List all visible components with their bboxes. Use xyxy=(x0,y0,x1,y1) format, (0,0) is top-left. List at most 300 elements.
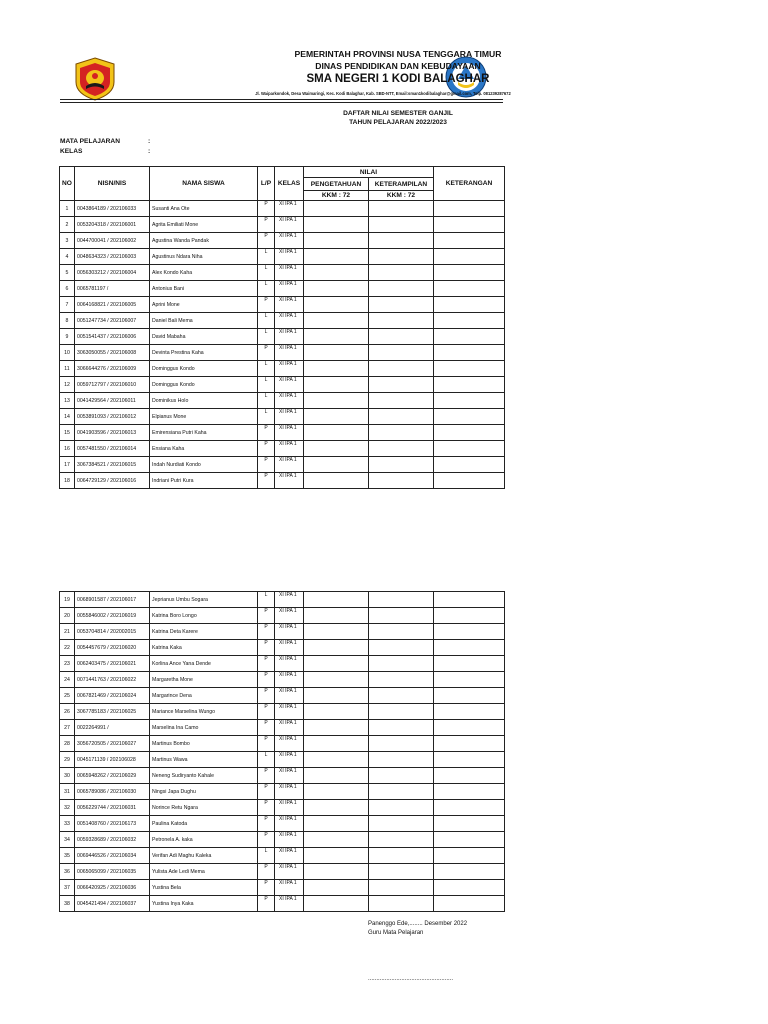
row-pengetahuan[interactable] xyxy=(304,361,369,377)
row-keterangan[interactable] xyxy=(434,800,505,816)
table-row xyxy=(60,361,505,377)
row-keterampilan[interactable] xyxy=(369,217,434,233)
row-nama: Dominggus Kondo xyxy=(150,377,258,393)
row-nisn: 0043864189 / 202106033 xyxy=(75,201,150,217)
row-keterangan[interactable] xyxy=(434,265,505,281)
row-lp: P xyxy=(258,736,275,752)
row-kelas: XI IPA 1 xyxy=(275,752,304,768)
row-pengetahuan[interactable] xyxy=(304,441,369,457)
row-nama: Agustina Wanda Pandak xyxy=(150,233,258,249)
row-pengetahuan[interactable] xyxy=(304,377,369,393)
row-keterangan[interactable] xyxy=(434,313,505,329)
row-lp: P xyxy=(258,720,275,736)
row-nama: Yustina Inya Kaka xyxy=(150,896,258,912)
row-keterangan[interactable] xyxy=(434,880,505,896)
row-no: 11 xyxy=(60,361,75,377)
row-nisn: 3066644276 / 202106009 xyxy=(75,361,150,377)
row-lp: P xyxy=(258,672,275,688)
row-nama: David Mabaha xyxy=(150,329,258,345)
row-keterangan[interactable] xyxy=(434,864,505,880)
row-keterampilan[interactable] xyxy=(369,784,434,800)
row-pengetahuan[interactable] xyxy=(304,672,369,688)
row-pengetahuan[interactable] xyxy=(304,608,369,624)
row-keterangan[interactable] xyxy=(434,281,505,297)
table-row xyxy=(60,800,505,816)
row-keterampilan[interactable] xyxy=(369,624,434,640)
row-keterampilan[interactable] xyxy=(369,608,434,624)
row-kelas: XI IPA 1 xyxy=(275,457,304,473)
row-nama: Margarince Dena xyxy=(150,688,258,704)
class-label: KELAS xyxy=(60,148,83,155)
row-keterampilan[interactable] xyxy=(369,592,434,608)
row-pengetahuan[interactable] xyxy=(304,896,369,912)
row-no: 8 xyxy=(60,313,75,329)
table-row xyxy=(60,880,505,896)
table-row xyxy=(60,425,505,441)
row-nama: Jeprianus Umbu Sogara xyxy=(150,592,258,608)
row-pengetahuan[interactable] xyxy=(304,880,369,896)
row-keterampilan[interactable] xyxy=(369,816,434,832)
table-row xyxy=(60,297,505,313)
row-no: 10 xyxy=(60,345,75,361)
table-row xyxy=(60,441,505,457)
row-kelas: XI IPA 1 xyxy=(275,640,304,656)
row-lp: P xyxy=(258,608,275,624)
row-no: 16 xyxy=(60,441,75,457)
row-kelas: XI IPA 1 xyxy=(275,720,304,736)
row-no: 20 xyxy=(60,608,75,624)
table-row xyxy=(60,249,505,265)
subject-label: MATA PELAJARAN xyxy=(60,138,120,145)
row-nama: Agrita Emiliati Mone xyxy=(150,217,258,233)
row-pengetahuan[interactable] xyxy=(304,592,369,608)
row-no: 38 xyxy=(60,896,75,912)
class-colon: : xyxy=(148,148,151,155)
table-row xyxy=(60,608,505,624)
row-keterampilan[interactable] xyxy=(369,800,434,816)
row-keterampilan[interactable] xyxy=(369,201,434,217)
row-no: 37 xyxy=(60,880,75,896)
row-nama: Neneng Sudiryanto Kahale xyxy=(150,768,258,784)
row-kelas: XI IPA 1 xyxy=(275,441,304,457)
table-row xyxy=(60,313,505,329)
row-no: 32 xyxy=(60,800,75,816)
row-lp: L xyxy=(258,361,275,377)
row-kelas: XI IPA 1 xyxy=(275,672,304,688)
row-keterangan[interactable] xyxy=(434,608,505,624)
row-nisn: 3056720505 / 202106027 xyxy=(75,736,150,752)
row-keterampilan[interactable] xyxy=(369,233,434,249)
row-pengetahuan[interactable] xyxy=(304,832,369,848)
row-keterampilan[interactable] xyxy=(369,297,434,313)
row-keterangan[interactable] xyxy=(434,752,505,768)
row-nama: Martinus Bombo xyxy=(150,736,258,752)
row-lp: P xyxy=(258,656,275,672)
row-pengetahuan[interactable] xyxy=(304,800,369,816)
row-nisn: 0069446526 / 202106034 xyxy=(75,848,150,864)
row-keterampilan[interactable] xyxy=(369,864,434,880)
row-nama: Ensiana Kaha xyxy=(150,441,258,457)
kkm-pengetahuan: KKM : 72 xyxy=(304,191,369,201)
row-lp: L xyxy=(258,848,275,864)
row-keterangan[interactable] xyxy=(434,249,505,265)
row-pengetahuan[interactable] xyxy=(304,864,369,880)
row-keterampilan[interactable] xyxy=(369,249,434,265)
row-nisn: 0051247734 / 202106007 xyxy=(75,313,150,329)
row-keterangan[interactable] xyxy=(434,457,505,473)
row-keterampilan[interactable] xyxy=(369,345,434,361)
row-kelas: XI IPA 1 xyxy=(275,880,304,896)
row-no: 2 xyxy=(60,217,75,233)
row-nama: Katrina Boro Longo xyxy=(150,608,258,624)
row-no: 3 xyxy=(60,233,75,249)
row-lp: P xyxy=(258,217,275,233)
row-keterangan[interactable] xyxy=(434,233,505,249)
row-pengetahuan[interactable] xyxy=(304,217,369,233)
row-lp: P xyxy=(258,880,275,896)
row-lp: P xyxy=(258,896,275,912)
row-lp: L xyxy=(258,249,275,265)
row-kelas: XI IPA 1 xyxy=(275,473,304,489)
row-pengetahuan[interactable] xyxy=(304,688,369,704)
row-lp: L xyxy=(258,592,275,608)
sign-role: Guru Mata Pelajaran xyxy=(368,930,424,936)
row-kelas: XI IPA 1 xyxy=(275,425,304,441)
row-pengetahuan[interactable] xyxy=(304,784,369,800)
row-nama: Aprini Mone xyxy=(150,297,258,313)
row-keterangan[interactable] xyxy=(434,688,505,704)
row-keterangan[interactable] xyxy=(434,816,505,832)
row-keterampilan[interactable] xyxy=(369,656,434,672)
row-no: 30 xyxy=(60,768,75,784)
row-nama: Korlina Ance Yana Dende xyxy=(150,656,258,672)
row-nisn: 0068901587 / 202106017 xyxy=(75,592,150,608)
table-row xyxy=(60,329,505,345)
row-no: 36 xyxy=(60,864,75,880)
row-no: 25 xyxy=(60,688,75,704)
row-keterangan[interactable] xyxy=(434,409,505,425)
row-kelas: XI IPA 1 xyxy=(275,800,304,816)
row-nama: Paulina Katoda xyxy=(150,816,258,832)
table-row xyxy=(60,848,505,864)
row-keterampilan[interactable] xyxy=(369,768,434,784)
row-pengetahuan[interactable] xyxy=(304,624,369,640)
row-lp: P xyxy=(258,784,275,800)
row-keterampilan[interactable] xyxy=(369,313,434,329)
row-no: 9 xyxy=(60,329,75,345)
row-pengetahuan[interactable] xyxy=(304,720,369,736)
row-kelas: XI IPA 1 xyxy=(275,832,304,848)
row-nisn: 0071441763 / 202106022 xyxy=(75,672,150,688)
row-keterangan[interactable] xyxy=(434,425,505,441)
row-keterangan[interactable] xyxy=(434,624,505,640)
row-nama: Yustina Bela xyxy=(150,880,258,896)
row-lp: P xyxy=(258,704,275,720)
row-nama: Alex Kondo Kaha xyxy=(150,265,258,281)
table-row xyxy=(60,265,505,281)
row-pengetahuan[interactable] xyxy=(304,313,369,329)
row-no: 33 xyxy=(60,816,75,832)
row-nama: Susanti Ana Ote xyxy=(150,201,258,217)
row-kelas: XI IPA 1 xyxy=(275,329,304,345)
row-keterampilan[interactable] xyxy=(369,329,434,345)
row-nama: Emirensiana Putri Kaha xyxy=(150,425,258,441)
row-keterampilan[interactable] xyxy=(369,377,434,393)
row-kelas: XI IPA 1 xyxy=(275,736,304,752)
school-address: Jl. Waiparkondok, Desa Waimaringi, Kec. Kodi Balaghar, Kab. SBD-NTT, Email:sman1kodibalaghar@gmail.com, Telp. 081239287672 xyxy=(255,91,511,96)
row-pengetahuan[interactable] xyxy=(304,848,369,864)
row-no: 34 xyxy=(60,832,75,848)
row-no: 14 xyxy=(60,409,75,425)
row-nisn: 0059328689 / 202106032 xyxy=(75,832,150,848)
row-keterangan[interactable] xyxy=(434,592,505,608)
row-nama: Dominggus Kondo xyxy=(150,361,258,377)
row-lp: P xyxy=(258,800,275,816)
row-nama: Daniel Bali Mema xyxy=(150,313,258,329)
table-row xyxy=(60,345,505,361)
table-row xyxy=(60,640,505,656)
row-keterampilan[interactable] xyxy=(369,880,434,896)
row-lp: L xyxy=(258,265,275,281)
row-pengetahuan[interactable] xyxy=(304,656,369,672)
row-keterangan[interactable] xyxy=(434,640,505,656)
row-nisn: 3067384521 / 202106015 xyxy=(75,457,150,473)
row-nisn: 3063050055 / 202106008 xyxy=(75,345,150,361)
row-pengetahuan[interactable] xyxy=(304,329,369,345)
row-kelas: XI IPA 1 xyxy=(275,608,304,624)
col-nisn: NISN/NIS xyxy=(75,167,150,201)
row-keterampilan[interactable] xyxy=(369,736,434,752)
table-row xyxy=(60,832,505,848)
row-keterangan[interactable] xyxy=(434,704,505,720)
row-keterangan[interactable] xyxy=(434,441,505,457)
row-keterangan[interactable] xyxy=(434,361,505,377)
row-nisn: 0067821469 / 202106024 xyxy=(75,688,150,704)
row-keterampilan[interactable] xyxy=(369,265,434,281)
row-lp: P xyxy=(258,864,275,880)
row-keterangan[interactable] xyxy=(434,848,505,864)
table-row xyxy=(60,720,505,736)
row-lp: L xyxy=(258,409,275,425)
row-nisn: 0045171139 / 202106028 xyxy=(75,752,150,768)
header-rule-thin xyxy=(60,102,503,103)
row-pengetahuan[interactable] xyxy=(304,816,369,832)
row-no: 7 xyxy=(60,297,75,313)
row-no: 24 xyxy=(60,672,75,688)
row-keterampilan[interactable] xyxy=(369,361,434,377)
row-pengetahuan[interactable] xyxy=(304,457,369,473)
row-lp: L xyxy=(258,313,275,329)
row-kelas: XI IPA 1 xyxy=(275,864,304,880)
col-keterangan: KETERANGAN xyxy=(434,167,505,201)
row-keterampilan[interactable] xyxy=(369,409,434,425)
row-lp: P xyxy=(258,816,275,832)
row-kelas: XI IPA 1 xyxy=(275,313,304,329)
row-nisn: 0022264991 / xyxy=(75,720,150,736)
row-keterampilan[interactable] xyxy=(369,393,434,409)
row-kelas: XI IPA 1 xyxy=(275,217,304,233)
row-keterangan[interactable] xyxy=(434,329,505,345)
row-pengetahuan[interactable] xyxy=(304,249,369,265)
row-no: 31 xyxy=(60,784,75,800)
row-no: 27 xyxy=(60,720,75,736)
row-nisn: 0045421494 / 202106037 xyxy=(75,896,150,912)
row-nama: Indriani Putri Kura xyxy=(150,473,258,489)
row-nama: Katrina Deta Karere xyxy=(150,624,258,640)
row-kelas: XI IPA 1 xyxy=(275,704,304,720)
row-keterampilan[interactable] xyxy=(369,281,434,297)
row-keterangan[interactable] xyxy=(434,297,505,313)
row-kelas: XI IPA 1 xyxy=(275,624,304,640)
row-kelas: XI IPA 1 xyxy=(275,816,304,832)
row-keterangan[interactable] xyxy=(434,345,505,361)
row-kelas: XI IPA 1 xyxy=(275,377,304,393)
row-nama: Martinus Wawa xyxy=(150,752,258,768)
row-keterampilan[interactable] xyxy=(369,473,434,489)
row-keterampilan[interactable] xyxy=(369,441,434,457)
row-keterampilan[interactable] xyxy=(369,752,434,768)
table-row xyxy=(60,457,505,473)
row-no: 6 xyxy=(60,281,75,297)
row-keterangan[interactable] xyxy=(434,736,505,752)
row-nisn: 0055846002 / 202106019 xyxy=(75,608,150,624)
row-no: 29 xyxy=(60,752,75,768)
table-row xyxy=(60,409,505,425)
sign-dots: ................................................... xyxy=(368,976,454,982)
row-nisn: 0066420925 / 202106036 xyxy=(75,880,150,896)
row-keterampilan[interactable] xyxy=(369,640,434,656)
table-row xyxy=(60,592,505,608)
row-kelas: XI IPA 1 xyxy=(275,249,304,265)
row-pengetahuan[interactable] xyxy=(304,425,369,441)
row-lp: P xyxy=(258,473,275,489)
row-nama: Devinta Prestina Kaha xyxy=(150,345,258,361)
row-pengetahuan[interactable] xyxy=(304,345,369,361)
table-row xyxy=(60,377,505,393)
row-nama: Verifan Adi Maghu Kaleka xyxy=(150,848,258,864)
row-keterangan[interactable] xyxy=(434,784,505,800)
row-kelas: XI IPA 1 xyxy=(275,409,304,425)
row-pengetahuan[interactable] xyxy=(304,233,369,249)
row-kelas: XI IPA 1 xyxy=(275,896,304,912)
row-no: 13 xyxy=(60,393,75,409)
row-nama: Indah Nurdiati Kondo xyxy=(150,457,258,473)
col-kelas: KELAS xyxy=(275,167,304,201)
row-nisn: 0065781197 / xyxy=(75,281,150,297)
row-lp: P xyxy=(258,457,275,473)
gov-title: PEMERINTAH PROVINSI NUSA TENGGARA TIMUR xyxy=(294,49,502,59)
row-keterampilan[interactable] xyxy=(369,425,434,441)
row-keterampilan[interactable] xyxy=(369,896,434,912)
school-name: SMA NEGERI 1 KODI BALAGHAR xyxy=(306,73,490,85)
row-nisn: 0048634323 / 202106003 xyxy=(75,249,150,265)
row-keterangan[interactable] xyxy=(434,473,505,489)
row-lp: P xyxy=(258,201,275,217)
row-pengetahuan[interactable] xyxy=(304,736,369,752)
row-kelas: XI IPA 1 xyxy=(275,784,304,800)
row-kelas: XI IPA 1 xyxy=(275,361,304,377)
header-rule xyxy=(60,99,503,100)
row-keterangan[interactable] xyxy=(434,896,505,912)
row-pengetahuan[interactable] xyxy=(304,297,369,313)
row-no: 23 xyxy=(60,656,75,672)
table-row xyxy=(60,816,505,832)
row-nisn: 0054457679 / 202106020 xyxy=(75,640,150,656)
doc-subtitle: TAHUN PELAJARAN 2022/2023 xyxy=(349,119,447,126)
row-keterangan[interactable] xyxy=(434,377,505,393)
row-keterangan[interactable] xyxy=(434,672,505,688)
row-keterangan[interactable] xyxy=(434,201,505,217)
row-pengetahuan[interactable] xyxy=(304,768,369,784)
row-lp: P xyxy=(258,768,275,784)
row-pengetahuan[interactable] xyxy=(304,473,369,489)
row-nama: Yulista Ade Ledi Mema xyxy=(150,864,258,880)
row-no: 12 xyxy=(60,377,75,393)
row-keterangan[interactable] xyxy=(434,832,505,848)
row-kelas: XI IPA 1 xyxy=(275,201,304,217)
row-nisn: 0053704814 / 202002015 xyxy=(75,624,150,640)
row-keterangan[interactable] xyxy=(434,768,505,784)
col-keterampilan: KETERAMPILAN xyxy=(369,178,434,191)
row-pengetahuan[interactable] xyxy=(304,752,369,768)
row-keterangan[interactable] xyxy=(434,393,505,409)
table-row xyxy=(60,784,505,800)
row-no: 5 xyxy=(60,265,75,281)
col-pengetahuan: PENGETAHUAN xyxy=(304,178,369,191)
grade-table-2 xyxy=(59,591,505,912)
table-row xyxy=(60,233,505,249)
row-pengetahuan[interactable] xyxy=(304,201,369,217)
table-row xyxy=(60,672,505,688)
row-nisn: 0064168821 / 202106005 xyxy=(75,297,150,313)
row-keterangan[interactable] xyxy=(434,720,505,736)
row-keterampilan[interactable] xyxy=(369,704,434,720)
row-keterampilan[interactable] xyxy=(369,848,434,864)
table-row xyxy=(60,896,505,912)
row-pengetahuan[interactable] xyxy=(304,281,369,297)
row-kelas: XI IPA 1 xyxy=(275,768,304,784)
row-lp: L xyxy=(258,393,275,409)
grade-table-1 xyxy=(59,166,505,489)
table-row xyxy=(60,201,505,217)
row-lp: L xyxy=(258,377,275,393)
row-keterampilan[interactable] xyxy=(369,672,434,688)
table-row xyxy=(60,704,505,720)
row-no: 4 xyxy=(60,249,75,265)
row-no: 26 xyxy=(60,704,75,720)
table-row xyxy=(60,768,505,784)
row-nisn: 0056229744 / 202106031 xyxy=(75,800,150,816)
row-keterampilan[interactable] xyxy=(369,457,434,473)
row-keterampilan[interactable] xyxy=(369,688,434,704)
row-lp: L xyxy=(258,281,275,297)
row-pengetahuan[interactable] xyxy=(304,265,369,281)
row-keterangan[interactable] xyxy=(434,656,505,672)
row-keterampilan[interactable] xyxy=(369,832,434,848)
row-lp: P xyxy=(258,233,275,249)
row-nisn: 0064729129 / 202106016 xyxy=(75,473,150,489)
row-lp: P xyxy=(258,832,275,848)
row-keterampilan[interactable] xyxy=(369,720,434,736)
row-pengetahuan[interactable] xyxy=(304,640,369,656)
row-pengetahuan[interactable] xyxy=(304,409,369,425)
row-pengetahuan[interactable] xyxy=(304,704,369,720)
row-pengetahuan[interactable] xyxy=(304,393,369,409)
row-nisn: 0044700041 / 202106002 xyxy=(75,233,150,249)
row-nama: Antonius Bani xyxy=(150,281,258,297)
row-keterangan[interactable] xyxy=(434,217,505,233)
row-kelas: XI IPA 1 xyxy=(275,297,304,313)
